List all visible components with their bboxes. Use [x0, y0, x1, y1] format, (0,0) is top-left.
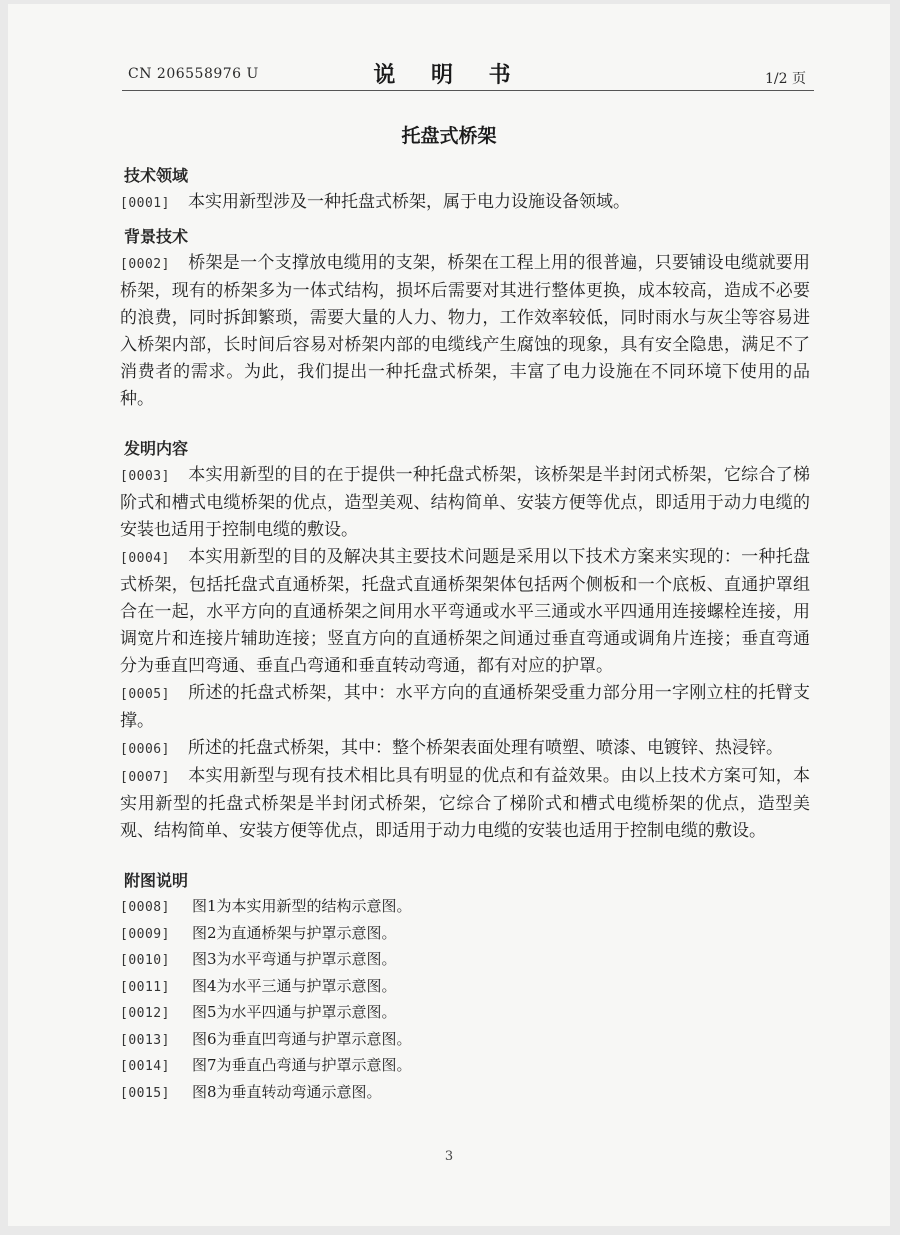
paragraph-0004 [120, 544, 810, 680]
section-heading-figures: 附图说明 [124, 871, 189, 890]
figure-caption-text: 图6为垂直凹弯通与护罩示意图。 [191, 1029, 412, 1048]
invention-title: 托盘式桥架 [401, 125, 497, 147]
description-body [120, 162, 810, 1106]
figure-caption-text: 图8为垂直转动弯通示意图。 [191, 1082, 382, 1101]
paragraph-number: [0005] [120, 687, 170, 702]
paragraph-number: [0004] [120, 551, 170, 566]
paragraph-number: [0015] [120, 1085, 170, 1101]
paragraph-0001 [120, 189, 810, 217]
document-page [8, 4, 890, 1226]
paragraph-0002 [120, 250, 810, 413]
paragraph-text: 本实用新型涉及一种托盘式桥架，属于电力设施设备领域。 [187, 192, 630, 212]
paragraph-number: [0013] [120, 1032, 170, 1048]
document-type-title: 说 明 书 [373, 62, 525, 88]
figure-caption-0009 [120, 921, 810, 948]
figure-caption-0014 [120, 1053, 810, 1080]
paragraph-text: 桥架是一个支撑放电缆用的支架，桥架在工程上用的很普遍，只要铺设电缆就要用桥架，现有的桥架多为一体式结构，损坏后需要对其进行整体更换，成本较高，造成不必要的浪费，同时拆卸繁琐，需要大量的人力、物力，工作效率较低，同时雨水与灰尘等容易进入桥架内部，长时间后容易对桥架内部的电缆线产生腐蚀的现象，具有安全隐患，满足不了消费者的需求。为此，我们提出一种托盘式桥架，丰富了电力设施在不同环境下使用的品种。 [120, 253, 810, 409]
figure-caption-text: 图4为水平三通与护罩示意图。 [191, 976, 397, 995]
page-info: 1/2 页 [765, 71, 806, 87]
paragraph-number: [0001] [120, 196, 170, 211]
figure-caption-0012 [120, 1000, 810, 1027]
figure-caption-text: 图3为水平弯通与护罩示意图。 [191, 950, 397, 968]
paragraph-text: 本实用新型与现有技术相比具有明显的优点和有益效果。由以上技术方案可知，本实用新型的托盘式桥架是半封闭式桥架，它综合了梯阶式和槽式电缆桥架的优点，造型美观、结构简单、安装方便等优点，即适用于动力电缆的安装也适用于控制电缆的敷设。 [120, 766, 810, 841]
paragraph-number: [0002] [120, 257, 170, 272]
figure-caption-0010 [120, 947, 810, 974]
paragraph-0005 [120, 680, 810, 735]
figure-caption-text: 图1为本实用新型的结构示意图。 [191, 897, 412, 915]
section-heading-summary: 发明内容 [124, 439, 189, 458]
paragraph-text: 所述的托盘式桥架，其中：整个桥架表面处理有喷塑、喷漆、电镀锌、热浸锌。 [187, 738, 783, 758]
paragraph-text: 本实用新型的目的及解决其主要技术问题是采用以下技术方案来实现的：一种托盘式桥架，包括托盘式直通桥架，托盘式直通桥架架体包括两个侧板和一个底板、直通护罩组合在一起，水平方向的直通桥架之间用水平弯通或水平三通或水平四通用连接螺栓连接，用调宽片和连接片辅助连接；竖直方向的直通桥架之间通过垂直弯通或调角片连接；垂直弯通分为垂直凹弯通、垂直凸弯通和垂直转动弯通，都有对应的护罩。 [120, 547, 810, 676]
figure-caption-text: 图2为直通桥架与护罩示意图。 [191, 923, 397, 942]
paragraph-text: 所述的托盘式桥架，其中：水平方向的直通桥架受重力部分用一字刚立柱的托臂支撑。 [120, 683, 810, 731]
header-divider [122, 90, 814, 91]
section-heading-background: 背景技术 [124, 227, 189, 246]
figure-caption-0013 [120, 1027, 810, 1054]
figure-caption-text: 图5为水平四通与护罩示意图。 [191, 1003, 397, 1021]
paragraph-number: [0008] [120, 900, 170, 915]
figure-caption-0008 [120, 894, 810, 921]
page-number: 3 [444, 1149, 454, 1164]
section-heading-field: 技术领域 [124, 166, 189, 185]
paragraph-text: 本实用新型的目的在于提供一种托盘式桥架，该桥架是半封闭式桥架，它综合了梯阶式和槽式电缆桥架的优点，造型美观、结构简单、安装方便等优点，即适用于动力电缆的安装也适用于控制电缆的敷设。 [120, 465, 810, 540]
paragraph-number: [0007] [120, 770, 170, 785]
paragraph-number: [0006] [120, 742, 170, 757]
paragraph-number: [0010] [120, 953, 170, 968]
paragraph-number: [0012] [120, 1006, 170, 1021]
paragraph-number: [0009] [120, 926, 170, 942]
paragraph-number: [0003] [120, 469, 170, 484]
paragraph-0006 [120, 735, 810, 763]
publication-number: CN 206558976 U [128, 66, 259, 82]
paragraph-0007 [120, 763, 810, 845]
figure-caption-0011 [120, 974, 810, 1001]
figure-caption-text: 图7为垂直凸弯通与护罩示意图。 [191, 1056, 412, 1074]
figure-caption-0015 [120, 1080, 810, 1107]
paragraph-number: [0011] [120, 979, 170, 995]
paragraph-number: [0014] [120, 1059, 170, 1074]
paragraph-0003 [120, 462, 810, 544]
